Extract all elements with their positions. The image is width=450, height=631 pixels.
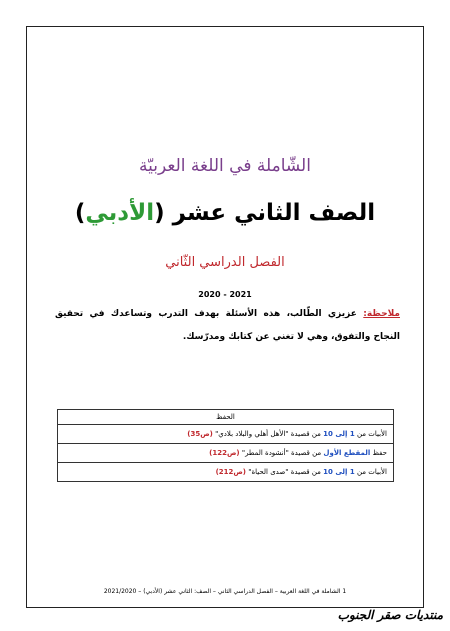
- table-header: الحفظ: [216, 413, 235, 421]
- row-text: من قصيدة "صدى الحياة": [246, 468, 324, 476]
- row-text: من قصيدة "أنشودة المطر": [239, 449, 324, 457]
- grade-title-track: الأدبي: [85, 200, 155, 226]
- note-paragraph: [55, 303, 400, 349]
- note-label: ملاحظة:: [363, 309, 400, 319]
- row-highlight: إلى: [332, 430, 350, 438]
- row-highlight: إلى: [332, 468, 350, 476]
- row-highlight: 1: [349, 468, 355, 476]
- row-text: الأبيات من: [354, 430, 387, 438]
- page-footer: 1 الشاملة في اللغة العربية – الفصل الدراسي الثاني – الصف: الثاني عشر (الأدبي) – 2021/2020: [103, 588, 347, 595]
- row-text: الأبيات من: [354, 468, 387, 476]
- row-page: (ص122): [209, 449, 240, 457]
- row-highlight: المقطع الأول: [323, 449, 371, 457]
- row-page: (ص35): [187, 430, 213, 438]
- grade-title: [0, 200, 450, 226]
- row-highlight: 10: [323, 468, 333, 476]
- table-row: [58, 424, 393, 443]
- forum-watermark: منتديات صقر الجنوب: [337, 608, 443, 622]
- row-highlight: 1: [349, 430, 355, 438]
- table-row: [58, 462, 393, 481]
- table-row: [58, 443, 393, 462]
- row-text: من قصيدة "الأهل أهلي والبلاد بلادي": [212, 430, 324, 438]
- academic-year: 2020 - 2021: [198, 290, 252, 299]
- row-page: (ص212): [215, 468, 247, 476]
- row-text: حفظ: [370, 449, 387, 457]
- semester-title: الفصل الدراسي الثّاني: [165, 255, 285, 270]
- grade-title-main: الصف الثاني عشر (: [154, 200, 376, 226]
- row-highlight: 10: [323, 430, 333, 438]
- subject-title: الشّاملة في اللغة العربيّة: [139, 156, 311, 176]
- memorization-table: [57, 409, 394, 482]
- note-text: عزيزي الطّالب، هذه الأسئلة بهدف التدرب وتساعدك في تحقيق النجاح والتفوق، وهي لا تغني عن كتابك ومدرّسك.: [55, 309, 400, 342]
- grade-title-close: ): [74, 200, 86, 226]
